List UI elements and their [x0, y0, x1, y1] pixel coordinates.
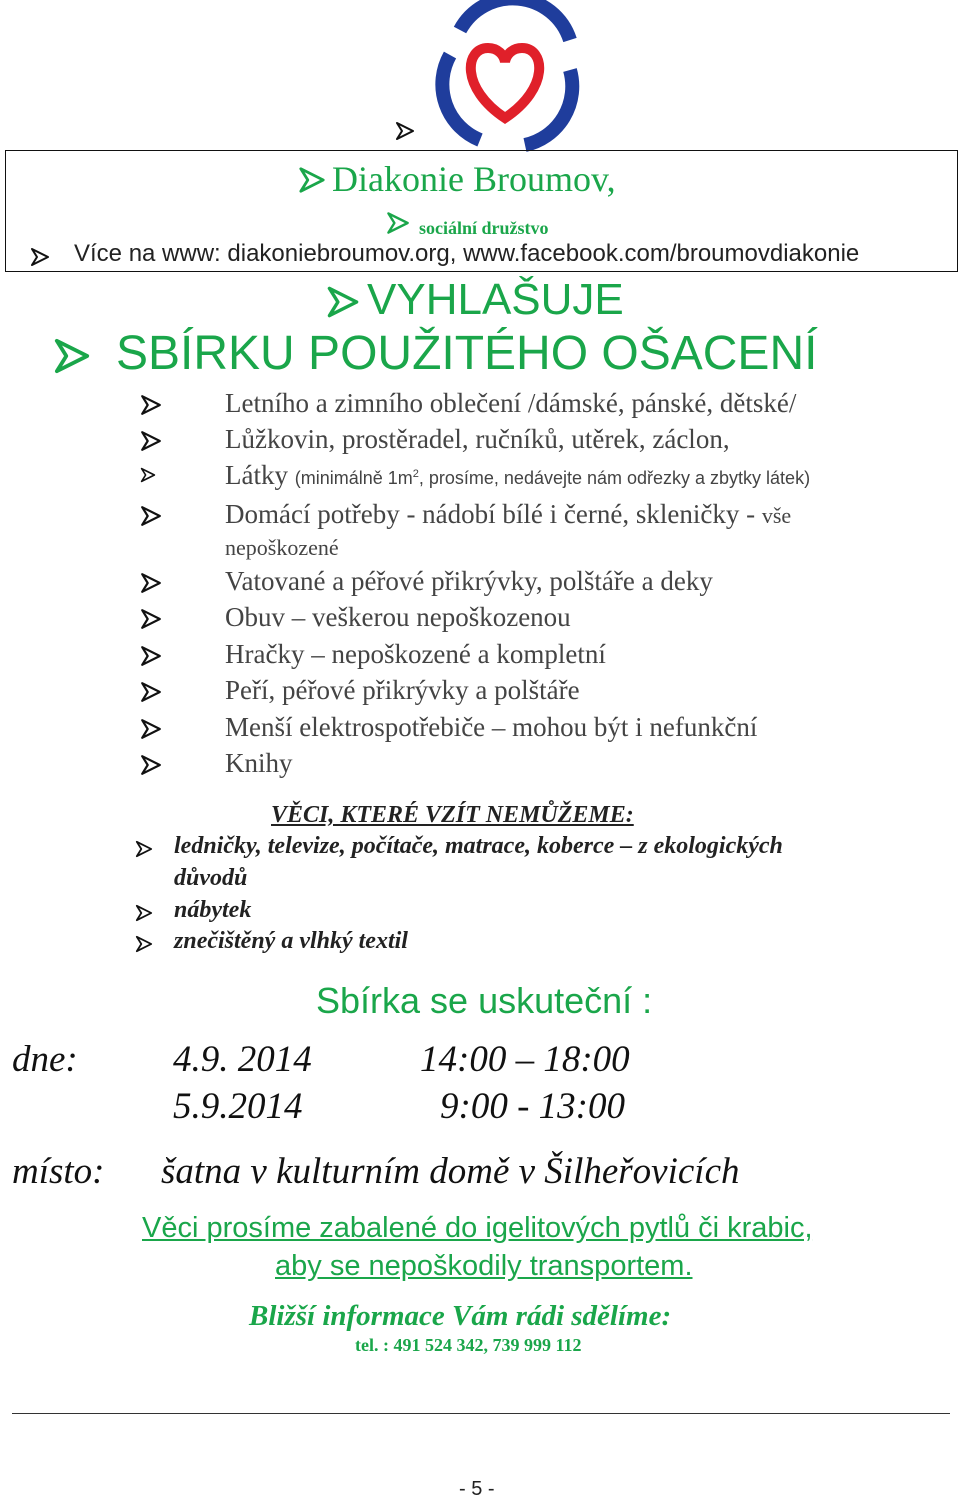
item-household: Domácí potřeby - nádobí bílé i černé, skleničky - vše [225, 499, 792, 529]
org-name: Diakonie Broumov, [332, 159, 616, 199]
time-2: 9:00 - 13:00 [440, 1086, 625, 1127]
page-number: - 5 - [459, 1478, 495, 1500]
note-line-2: aby se nepoškodily transportem. [275, 1250, 693, 1282]
bullet-arrow-icon [298, 165, 326, 195]
org-subtitle: sociální družstvo [419, 218, 549, 238]
bullet-arrow-icon [140, 681, 162, 703]
bullet-arrow-icon [135, 840, 153, 858]
excluded-appliances: ledničky, televize, počítače, matrace, koberce – z ekologických [174, 833, 783, 859]
date-1: 4.9. 2014 [173, 1039, 312, 1080]
excluded-furniture: nábytek [174, 897, 252, 923]
place-label: místo: [12, 1151, 105, 1192]
item-household-cont: nepoškozené [225, 535, 339, 560]
bullet-arrow-icon [140, 608, 162, 630]
bullet-arrow-icon [326, 285, 360, 319]
place: šatna v kulturním domě v Šilheřovicích [161, 1151, 740, 1192]
item-electronics: Menší elektrospotřebiče – mohou být i nefunkční [225, 712, 758, 742]
bullet-arrow-icon [140, 645, 162, 667]
item-toys: Hračky – nepoškozené a kompletní [225, 639, 606, 669]
headline-announce: VYHLAŠUJE [367, 275, 624, 324]
more-info-links: Více na www: diakoniebroumov.org, www.facebook.com/broumovdiakonie [74, 240, 860, 267]
bullet-arrow-icon [135, 935, 153, 953]
item-feathers: Peří, péřové přikrývky a polštáře [225, 675, 580, 705]
time-1: 14:00 – 18:00 [420, 1039, 630, 1080]
footer-rule [12, 1413, 950, 1414]
schedule-heading: Sbírka se uskuteční : [316, 980, 653, 1021]
bullet-arrow-icon [135, 904, 153, 922]
item-books: Knihy [225, 748, 293, 778]
excluded-textile: znečištěný a vlhký textil [174, 928, 408, 954]
item-shoes: Obuv – veškerou nepoškozenou [225, 602, 571, 632]
bullet-arrow-icon [140, 754, 162, 776]
contact-heading: Bližší informace Vám rádi sdělíme: [249, 1300, 672, 1332]
bullet-arrow-icon [52, 337, 92, 375]
bullet-arrow-icon [140, 572, 162, 594]
bullet-arrow-icon [395, 120, 415, 142]
bullet-arrow-icon [140, 394, 162, 416]
excluded-appliances-cont: důvodů [174, 865, 248, 891]
date-2: 5.9.2014 [173, 1086, 303, 1127]
note-line-1: Věci prosíme zabalené do igelitových pytlů či krabic, [142, 1212, 813, 1244]
excluded-heading: VĚCI, KTERÉ VZÍT NEMŮŽEME: [271, 802, 634, 828]
date-label: dne: [12, 1039, 78, 1080]
bullet-arrow-icon [140, 430, 162, 452]
item-clothing: Letního a zimního oblečení /dámské, pánské, dětské/ [225, 388, 797, 418]
contact-phone: tel. : 491 524 342, 739 999 112 [355, 1335, 582, 1355]
bullet-arrow-icon [140, 466, 156, 484]
item-duvets: Vatované a péřové přikrývky, polštáře a deky [225, 566, 713, 596]
bullet-arrow-icon [386, 210, 410, 236]
bullet-arrow-icon [140, 505, 162, 527]
diakonie-logo [420, 0, 590, 158]
bullet-arrow-icon [30, 246, 50, 268]
headline-collection: SBÍRKU POUŽITÉHO OŠACENÍ [116, 327, 818, 380]
bullet-arrow-icon [140, 718, 162, 740]
item-bedding: Lůžkovin, prostěradel, ručníků, utěrek, záclon, [225, 424, 730, 454]
item-fabrics: Látky (minimálně $1m^2$, prosíme, nedávejte nám odřezky a zbytky látek) [225, 460, 811, 490]
